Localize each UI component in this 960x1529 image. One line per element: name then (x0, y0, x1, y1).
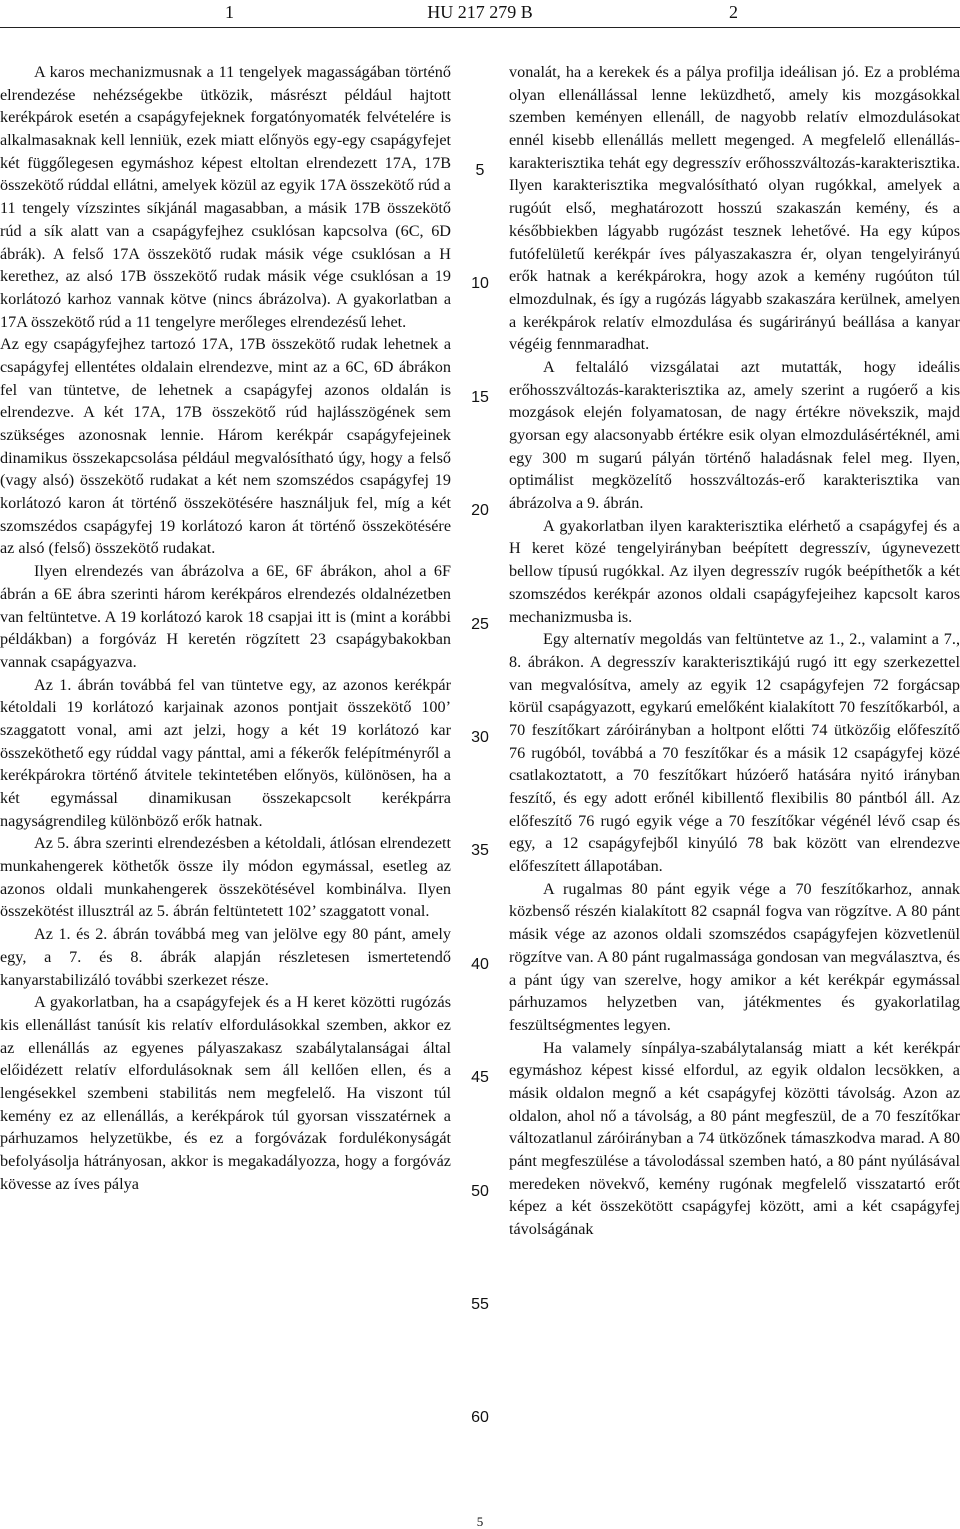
line-number: 50 (471, 1183, 489, 1200)
line-number: 40 (471, 956, 489, 973)
paragraph: Az 1. és 2. ábrán továbbá meg van jelölve egy 80 pánt, amely egy, a 7. és 8. ábrák alapján részletesen ismertetendő kanyarstabilizáló további szerkezet része. (0, 925, 451, 989)
paragraph: Ha valamely sínpálya-szabálytalanság miatt a két kerékpár egymáshoz képest kissé elfordul, az egyik oldalon lecsökken, a másik oldalon megnő a két csapágyfej közötti távolság. Azon az oldalon, ahol nő a távolság, a 80 pánt megfeszül, de a 70 feszítőkar változatlanul záróirányban a 74 ütközőnek támaszkodva marad. A 80 pánt megfeszülése a távolodással szemben ható, a 80 pánt nyúlásával meredeken növekvő, kemény rugónak megfelelő visszatartó erőt képez a két összekötött csapágyfej között, ami a két csapágyfej távolságának (509, 1038, 960, 1239)
line-number: 35 (471, 842, 489, 859)
page-number-right: 2 (729, 2, 738, 22)
paragraph: Az 1. ábrán továbbá fel van tüntetve egy, az azonos kerékpár kétoldali 19 korlátozó karjainak azonos pontjait összekötő 100’ szaggatott vonal, ami azt jelzi, hogy a két 19 korlátozó kar összeköthető egy rúddal vagy pánttal, ami a fékerők felépítményről a kerékpárokra történő átvitele tekintetében előnyös, különösen, ha a két egymással dinamikusan összekapcsolt kerékpárra nagyságrendileg különböző erők hatnak. (0, 675, 451, 830)
patent-number: HU 217 279 B (427, 2, 533, 22)
line-number: 30 (471, 729, 489, 746)
line-number-gutter (460, 0, 500, 1500)
line-number: 10 (471, 275, 489, 292)
paragraph: Ilyen elrendezés van ábrázolva a 6E, 6F ábrákon, ahol a 6F ábrán a 6E ábra szerinti három kerékpáros elrendezés oldalnézetben van feltüntetve. A 19 korlátozó karok 18 csapjai itt is (mint a korábbi példákban) a forgóváz H keretén rögzített 23 csapágybakokban vannak csapágyazva. (0, 562, 451, 671)
page-footer-number: 5 (476, 1514, 484, 1529)
right-text-column (509, 61, 960, 1241)
paragraph: A feltaláló vizsgálatai azt mutatták, hogy ideális erőhosszváltozás-karakterisztika az, amely szerint a rugóerő a kis mozgások elején folyamatosan, de nagy értékre növekszik, majd gyorsan egy alacsonyabb értékre esik olyan elmozdulásértéknél, ami egy 300 m sugarú pályán történő haladásnak felel meg. Ilyen, optimálist megközelítő hosszváltozás-erő karakterisztika van ábrázolva a 9. ábrán. (509, 357, 960, 513)
line-number: 20 (471, 502, 489, 519)
line-number: 15 (471, 389, 489, 406)
line-number: 55 (471, 1296, 489, 1313)
paragraph: A gyakorlatban, ha a csapágyfejek és a H keret közötti rugózás kis ellenállást tanúsít kis relatív elfordulásokkal szemben, akkor ez az ellenállás az egyenes pályaszakasz szabálytalanságai által előidézett relatív elfordulásoknak sem áll kellően ellen, és a lengésekkel szembeni stabilitás nem megfelelő. Ha viszont túl kemény ez az ellenállás, a kerékpárok túl gyorsan visszatérnek a párhuzamos helyzetükbe, és ez a forgóvázak fordulékonyságát befolyásolja hátrányosan, akkor is megakadályozza, hogy a forgóváz kövesse az íves pálya (0, 993, 451, 1193)
line-number: 60 (471, 1409, 489, 1426)
paragraph: A gyakorlatban ilyen karakterisztika elérhető a csapágyfej és a H keret közé tengelyirányban beépített degresszív, úgynevezett bellow típusú rugókkal. Az ilyen degresszív rugók beépíthetők a két szomszédos kerékpár azonos oldali csapágyfejeihez kapcsolt karos mechanizmusba is. (509, 516, 960, 626)
paragraph: Egy alternatív megoldás van feltüntetve az 1., 2., valamint a 7., 8. ábrákon. A degresszív karakterisztikájú rugó itt egy szerkezettel van megvalósítva, amely az egyik 12 csapágyfejen 72 forgácsap körül csapágyazott, egykarú emelőként kialakított 70 feszítőkarból, a 70 feszítőkart záróirányban a holtpont előtti 74 ütközőig előfeszítő 76 rugóból, továbbá a 70 feszítőkar és a másik 12 csapágyfej közé csatlakoztatott, a 70 feszítőkart húzóerő hatására nyitó irányban feszítő, és egy adott erőnél kibillentő flexibilis 80 pántból áll. Az előfeszítő 76 rugó egyik vége a 70 feszítőkar végénél lévő csap és egy, a 12 csapágyfejből kinyúló 78 bak között van elrendezve előfeszített állapotában. (509, 630, 960, 876)
left-text-column (0, 61, 451, 1195)
paragraph: Az 5. ábra szerinti elrendezésben a kétoldali, átlósan elrendezett munkahengerek köthetők össze ily módon egymással, esetleg az azonos oldali munkahengerek összekötésével kombinálva. Ilyen összekötést illusztrál az 5. ábrán feltüntetett 102’ szaggatott vonal. (0, 834, 451, 921)
line-number: 25 (471, 616, 489, 633)
line-number: 45 (471, 1069, 489, 1086)
paragraph: vonalát, ha a kerekek és a pálya profilja ideálisan jó. Ez a probléma olyan ellenállással lenne leküzdhető, amely kis mozgásokkal szemben keményen ellenáll, de nagyobb relatív elmozdulásokat ennél kisebb ellenállás mellett megenged. A megfelelő ellenállás-karakterisztika tehát egy degresszív erőhosszváltozás-karakterisztika. Ilyen karakterisztika megvalósítható olyan rugókkal, amelyek a rugóút első, meghatározott hosszú szakaszán kemény, és a későbbiekben lágyabb rugózást tesznek lehetővé. Ha egy kúpos futófelületű kerékpár íves pályaszakaszra ér, olyan tengelyirányú erők hatnak a kerékpárokra, hogy azok a kemény rugóúton túl elmozdulnak, és így a rugózás lágyabb szakaszára kerülnek, amelyen a kerékpárok relatív elmozdulása és sugárirányú beállása a kanyar végéig fennmaradhat. (509, 63, 960, 354)
paragraph: Az egy csapágyfejhez tartozó 17A, 17B összekötő rudak lehetnek a csapágyfej ellentétes oldalain elrendezve, mint az a 6C, 6D ábrákon fel van tüntetve, de lehetnek a csapágyfej azonos oldalán is elrendezve. A két 17A, 17B összekötő rúd hajlásszögének sem szükséges azonosnak lennie. Három kerékpár csapágyfejeinek dinamikus összekapcsolása például megvalósítható úgy, hogy a felső (vagy alsó) összekötő rudakat a két nem szomszédos csapágyfej 19 korlátozó karon át történő összekötésére használjuk fel, míg a két szomszédos csapágyfej 19 korlátozó karon át történő összekötésére az alsó (felső) összekötő rudakat. (0, 335, 451, 558)
paragraph: A rugalmas 80 pánt egyik vége a 70 feszítőkarhoz, annak közbenső részén kialakított 82 csapnál fogva van rögzítve. A 80 pánt másik vége az azonos oldali szomszédos csapágyfejen közvetlenül rögzítve van. A 80 pánt rugalmassága gondosan van megválasztva, és a pánt úgy van szerelve, hogy amikor a két kerékpár egymással párhuzamos helyzetben van, játékmentes és gyakorlatilag feszültségmentes legyen. (509, 879, 960, 1034)
paragraph: A karos mechanizmusnak a 11 tengelyek magasságában történő elrendezése nehézségekbe ütközik, másrészt például hajtott kerékpárok esetén a csapágyfejeknek forgatónyomaték felvételére is alkalmasaknak kell lenniük, ezek miatt előnyös egy-egy csapágyfejet két függőlegesen egymáshoz képest eltoltan elrendezett 17A, 17B összekötő rúddal ellátni, amelyek közül az egyik 17A összekötő rúd a 11 tengely vízszintes síkjánál magasabban, a másik 17B összekötő rúd a sík alatt van a csapágyfejhez csuklósan kapcsolva (6C, 6D ábrák). A felső 17A összekötő rudak másik vége csuklósan a H kerethez, az alsó 17B összekötő rudak másik vége csuklósan a 19 korlátozó karhoz vannak kötve (nincs ábrázolva). A gyakorlatban a 17A összekötő rúd a 11 tengelyre merőleges elrendezésű lehet. (0, 63, 451, 331)
line-number: 5 (475, 162, 485, 179)
page-number-left: 1 (225, 2, 234, 22)
